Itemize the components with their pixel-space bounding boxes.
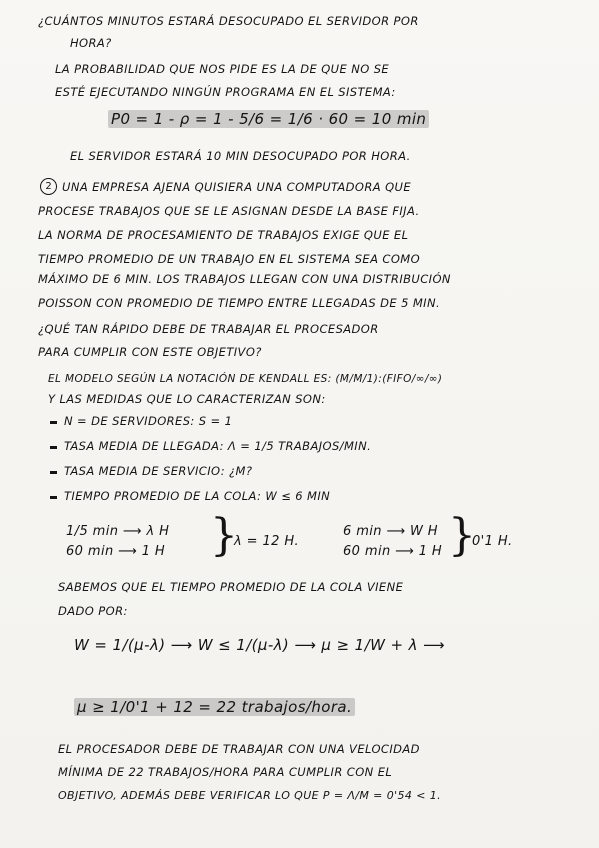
- formula-line: [74, 700, 355, 714]
- text-line: Y LAS MEDIDAS QUE LO CARACTERIZAN SON:: [48, 392, 326, 406]
- brace-symbol: }: [210, 510, 238, 561]
- text-line: TIEMPO PROMEDIO DE LA COLA: W ≤ 6 MIN: [64, 489, 331, 503]
- highlighted-formula: μ ≥ 1/0'1 + 12 = 22 trabajos/hora.: [74, 698, 355, 716]
- text-line: ¿CUÁNTOS MINUTOS ESTARÁ DESOCUPADO EL SERVIDOR POR: [38, 14, 419, 28]
- text-line: LA PROBABILIDAD QUE NOS PIDE ES LA DE QUE NO SE: [55, 62, 390, 76]
- text-line: HORA?: [70, 36, 112, 50]
- brace-symbol: }: [448, 510, 476, 561]
- text-line: DADO POR:: [58, 604, 128, 618]
- bullet-marker: [50, 446, 57, 449]
- exercise-number-badge: 2: [40, 178, 57, 195]
- text-line: TASA MEDIA DE LLEGADA: Λ = 1/5 TRABAJOS/MIN.: [64, 439, 372, 453]
- formula-line: W = 1/(μ-λ) ⟶ W ≤ 1/(μ-λ) ⟶ μ ≥ 1/W + λ ⟶: [74, 636, 445, 654]
- text-line: ESTÉ EJECUTANDO NINGÚN PROGRAMA EN EL SISTEMA:: [55, 85, 396, 99]
- text-line: PROCESE TRABAJOS QUE SE LE ASIGNAN DESDE LA BASE FIJA.: [38, 204, 420, 218]
- text-line: OBJETIVO, ADEMÁS DEBE VERIFICAR LO QUE Ρ = Λ/Μ = 0'54 < 1.: [58, 789, 442, 802]
- text-line: EL MODELO SEGÚN LA NOTACIÓN DE KENDALL ES: (M/M/1):(FIFO/∞/∞): [48, 373, 443, 385]
- text-line: UNA EMPRESA AJENA QUISIERA UNA COMPUTADORA QUE: [62, 180, 412, 194]
- text-line: TIEMPO PROMEDIO DE UN TRABAJO EN EL SISTEMA SEA COMO: [38, 252, 421, 266]
- text-line: MÍNIMA DE 22 TRABAJOS/HORA PARA CUMPLIR CON EL: [58, 765, 393, 779]
- conversion-line: 6 min ⟶ W H: [343, 524, 438, 539]
- text-line: EL SERVIDOR ESTARÁ 10 MIN DESOCUPADO POR HORA.: [70, 149, 411, 163]
- text-line: POISSON CON PROMEDIO DE TIEMPO ENTRE LLEGADAS DE 5 MIN.: [38, 296, 441, 310]
- conversion-result: 0'1 H.: [472, 534, 513, 549]
- text-line: ¿QUÉ TAN RÁPIDO DEBE DE TRABAJAR EL PROCESADOR: [38, 322, 379, 336]
- bullet-marker: [50, 496, 57, 499]
- conversion-line: 60 min ⟶ 1 H: [343, 544, 443, 559]
- conversion-line: 60 min ⟶ 1 H: [66, 544, 166, 559]
- conversion-line: 1/5 min ⟶ λ H: [66, 524, 170, 539]
- text-line: LA NORMA DE PROCESAMIENTO DE TRABAJOS EXIGE QUE EL: [38, 228, 409, 242]
- bullet-marker: [50, 421, 57, 424]
- conversion-result: λ = 12 H.: [234, 534, 300, 549]
- text-line: MÁXIMO DE 6 MIN. LOS TRABAJOS LLEGAN CON UNA DISTRIBUCIÓN: [38, 272, 451, 286]
- text-line: N = DE SERVIDORES: S = 1: [64, 414, 233, 428]
- text-line: EL PROCESADOR DEBE DE TRABAJAR CON UNA VELOCIDAD: [58, 742, 420, 756]
- highlighted-formula: P0 = 1 - ρ = 1 - 5/6 = 1/6 · 60 = 10 min: [108, 110, 429, 128]
- text-line: SABEMOS QUE EL TIEMPO PROMEDIO DE LA COLA VIENE: [58, 580, 404, 594]
- formula-line: [108, 112, 429, 126]
- text-line: TASA MEDIA DE SERVICIO: ¿Μ?: [64, 464, 253, 478]
- bullet-marker: [50, 471, 57, 474]
- text-line: PARA CUMPLIR CON ESTE OBJETIVO?: [38, 345, 262, 359]
